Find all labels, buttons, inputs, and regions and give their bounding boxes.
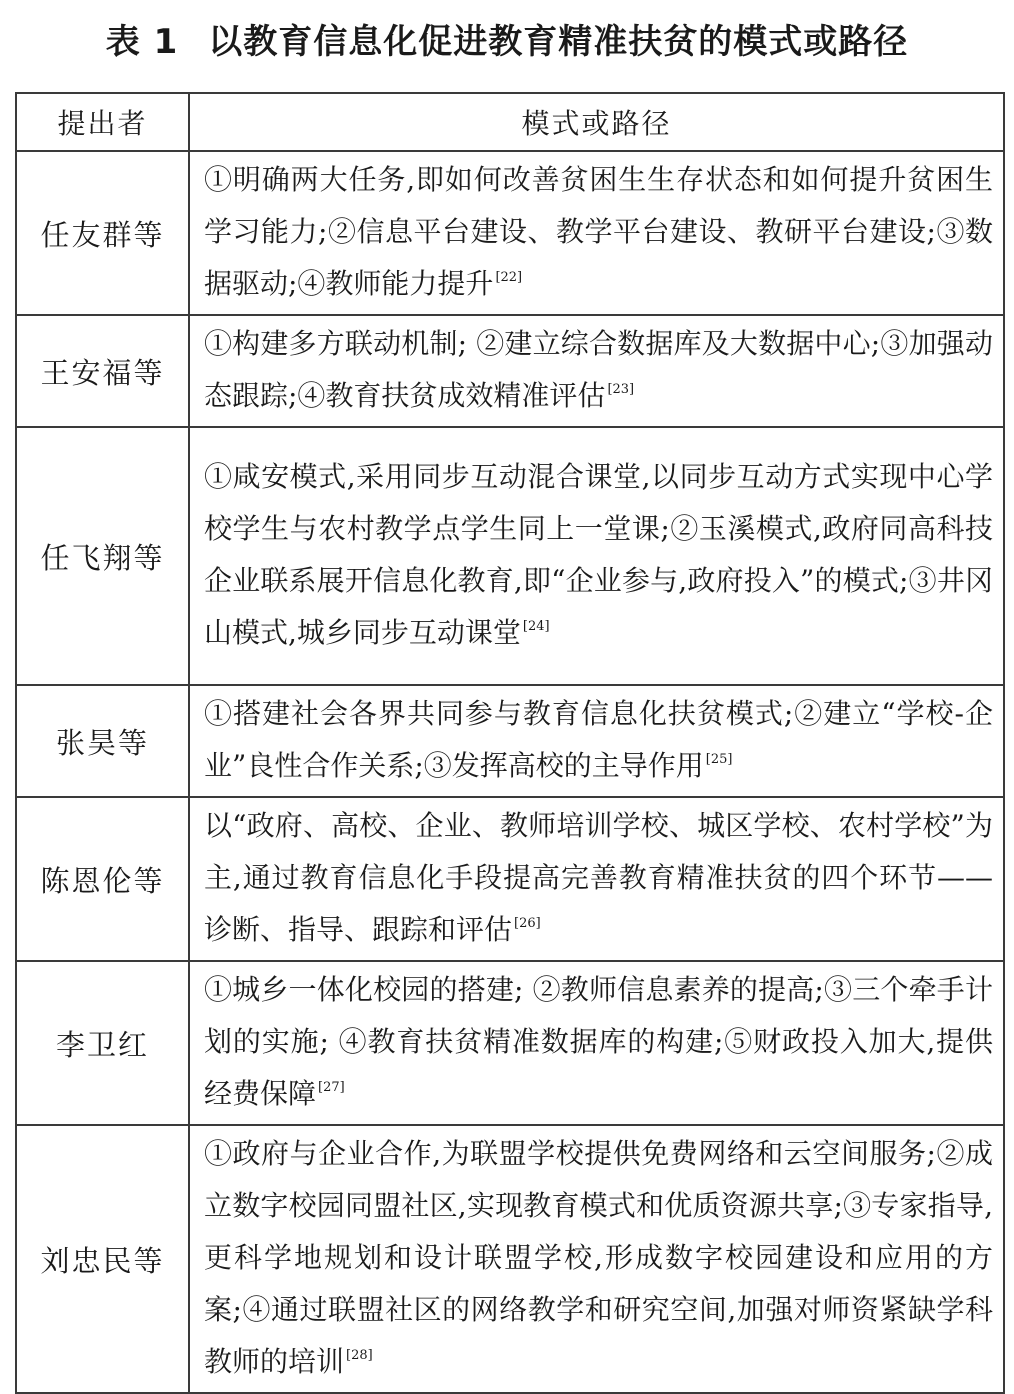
reference-mark: [23]	[607, 382, 635, 397]
path-text: ①搭建社会各界共同参与教育信息化扶贫模式;②建立“学校-企业”良性合作关系;③发挥高校的主导作用	[204, 697, 993, 782]
proposer-cell: 刘忠民等	[16, 1125, 189, 1393]
table-row	[16, 151, 1004, 315]
table-label: 表 1	[105, 22, 179, 62]
proposer-cell: 任友群等	[16, 151, 189, 315]
proposer-cell: 陈恩伦等	[16, 797, 189, 961]
table-row	[16, 685, 1004, 797]
table-row	[16, 1125, 1004, 1393]
path-text: ①构建多方联动机制; ②建立综合数据库及大数据中心;③加强动态跟踪;④教育扶贫成效精准评估	[204, 327, 993, 412]
table-row	[16, 315, 1004, 427]
reference-mark: [22]	[495, 270, 523, 285]
path-text: ①城乡一体化校园的搭建; ②教师信息素养的提高;③三个牵手计划的实施; ④教育扶贫精准数据库的构建;⑤财政投入加大,提供经费保障	[204, 973, 993, 1110]
path-text: ①咸安模式,采用同步互动混合课堂,以同步互动方式实现中心学校学生与农村教学点学生同上一堂课;②玉溪模式,政府同高科技企业联系展开信息化教育,即“企业参与,政府投入”的模式;③井冈山模式,城乡同步互动课堂	[204, 460, 993, 649]
path-cell	[189, 151, 1004, 315]
table-header-row	[16, 93, 1004, 151]
proposer-cell: 任飞翔等	[16, 427, 189, 685]
path-text: ①明确两大任务,即如何改善贫困生生存状态和如何提升贫困生学习能力;②信息平台建设、教学平台建设、教研平台建设;③数据驱动;④教师能力提升	[204, 163, 993, 300]
path-cell	[189, 685, 1004, 797]
path-text: ①政府与企业合作,为联盟学校提供免费网络和云空间服务;②成立数字校园同盟社区,实现教育模式和优质资源共享;③专家指导,更科学地规划和设计联盟学校,形成数字校园建设和应用的方案;④通过联盟社区的网络教学和研究空间,加强对师资紧缺学科教师的培训	[204, 1137, 993, 1378]
reference-mark: [28]	[346, 1348, 373, 1363]
path-cell	[189, 961, 1004, 1125]
proposer-cell: 李卫红	[16, 961, 189, 1125]
path-cell	[189, 427, 1004, 685]
header-proposer: 提出者	[16, 93, 189, 151]
data-table	[15, 92, 1005, 1394]
path-cell	[189, 1125, 1004, 1393]
table-row	[16, 961, 1004, 1125]
proposer-cell: 王安福等	[16, 315, 189, 427]
path-cell	[189, 797, 1004, 961]
reference-mark: [25]	[705, 752, 733, 767]
reference-mark: [27]	[318, 1080, 345, 1095]
table-caption	[0, 14, 1014, 70]
path-text: 以“政府、高校、企业、教师培训学校、城区学校、农村学校”为主,通过教育信息化手段提高完善教育精准扶贫的四个环节——诊断、指导、跟踪和评估	[204, 809, 993, 946]
reference-mark: [24]	[522, 619, 550, 634]
table-title: 以教育信息化促进教育精准扶贫的模式或路径	[208, 22, 909, 62]
reference-mark: [26]	[514, 916, 541, 931]
path-cell	[189, 315, 1004, 427]
table-row	[16, 797, 1004, 961]
table-row	[16, 427, 1004, 685]
proposer-cell: 张昊等	[16, 685, 189, 797]
header-path: 模式或路径	[189, 93, 1004, 151]
